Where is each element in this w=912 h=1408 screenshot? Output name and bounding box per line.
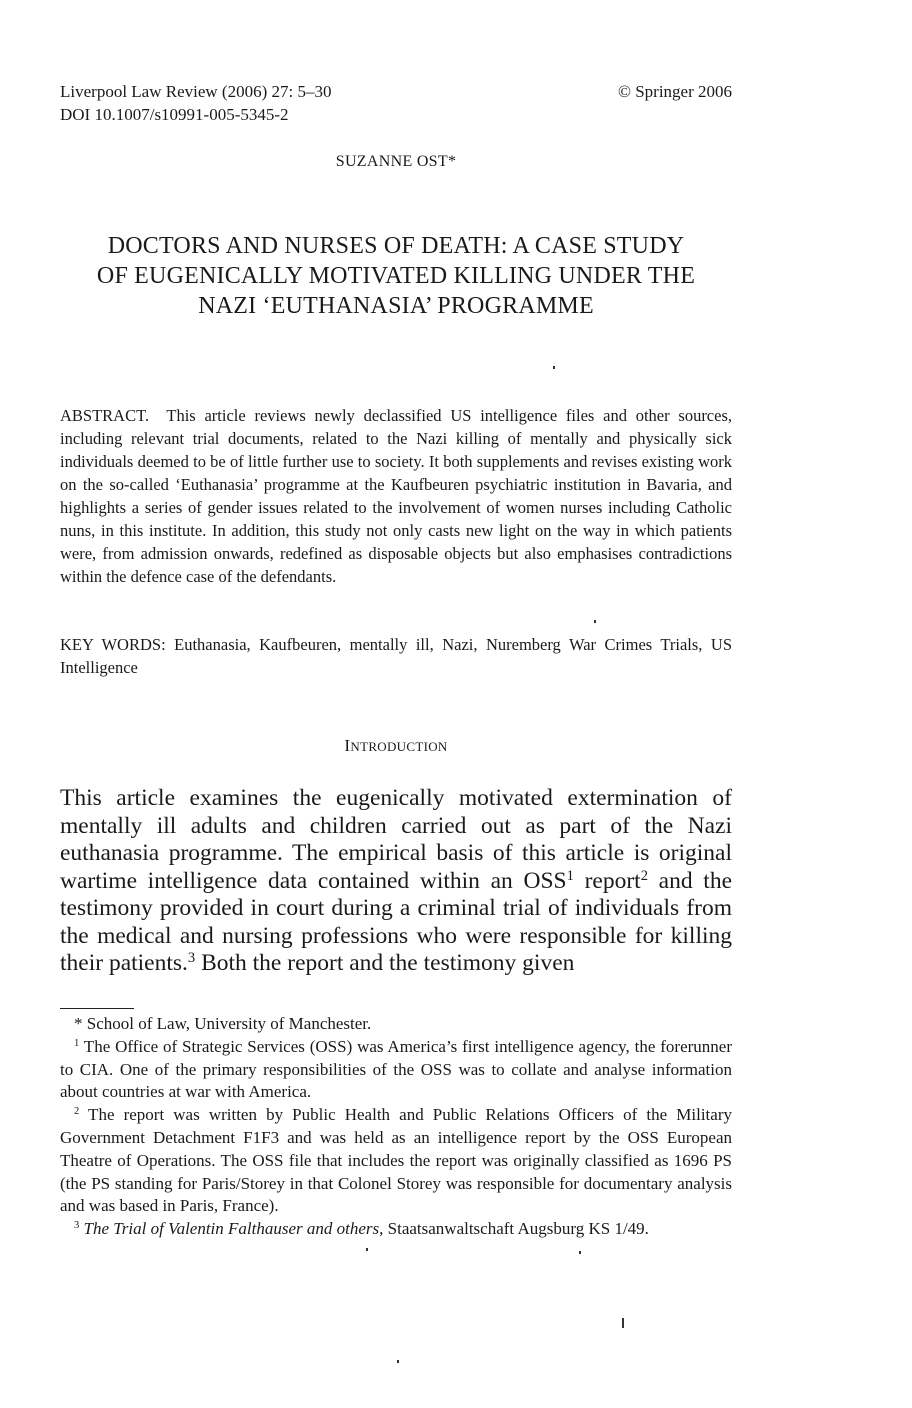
journal-citation [60, 80, 331, 126]
footnote-divider [60, 1008, 134, 1009]
journal-line: Liverpool Law Review (2006) 27: 5–30 [60, 82, 332, 101]
keywords-label: KEY WORDS: [60, 635, 166, 654]
section-heading [0, 736, 792, 756]
footnote-case-title: The Trial of Valentin Falthauser and others, [83, 1219, 384, 1239]
body-paragraph [60, 785, 732, 978]
scan-speck [366, 1248, 368, 1251]
footnote-3 [60, 1218, 732, 1241]
footnote-1 [60, 1036, 732, 1104]
scan-speck [553, 366, 555, 369]
footnote-mark: 1 [74, 1038, 80, 1049]
footnote-text: Staatsanwaltschaft Augsburg KS 1/49. [383, 1219, 649, 1239]
footnote-text: The Office of Strategic Services (OSS) was America’s first intelligence agency, the forerunner to CIA. One of the primary responsibilities of the OSS was to collate and analyse information about countries at war with America. [60, 1036, 732, 1102]
footnote-ref[interactable]: 2 [640, 867, 648, 884]
author-name: SUZANNE OST* [335, 153, 457, 170]
doi-line: DOI 10.1007/s10991-005-5345-2 [60, 105, 289, 124]
scan-speck [594, 620, 596, 623]
footnote-author: * School of Law, University of Manchester. [74, 1014, 372, 1033]
title-line: DOCTORS AND NURSES OF DEATH: A CASE STUDY [107, 233, 685, 259]
body-text: report [573, 867, 641, 894]
scan-speck [397, 1360, 399, 1363]
footnote-mark: 2 [74, 1106, 80, 1118]
copyright-notice: © Springer 2006 [618, 82, 732, 101]
abstract-label: ABSTRACT. [60, 406, 150, 425]
article-title [60, 231, 732, 321]
abstract [60, 404, 732, 588]
keywords-text: Euthanasia, Kaufbeuren, mentally ill, Nazi, Nuremberg War Crimes Trials, US Intelligence [60, 635, 732, 677]
heading-rest: NTRODUCTION [350, 739, 448, 754]
title-line: OF EUGENICALLY MOTIVATED KILLING UNDER THE [96, 263, 696, 289]
keywords [60, 633, 732, 679]
heading-initial: I [344, 736, 351, 755]
footnote-ref[interactable]: 1 [566, 867, 574, 884]
abstract-text: This article reviews newly declassified US intelligence files and other sources, including relevant trial documents, related to the Nazi killing of mentally and physically sick individuals deemed to be of little further use to society. It both supplements and revises existing work on the so-called ‘Euthanasia’ programme at the Kaufbeuren psychiatric institution in Bavaria, and highlights a series of gender issues related to the involvement of women nurses including Catholic nuns, in this institute. In addition, this study not only casts new light on the way in which patients were, from admission onwards, redefined as disposable objects but also emphasises contradictions within the defence case of the defendants. [60, 406, 733, 586]
body-text: Both the report and the testimony given [195, 950, 575, 976]
footnotes [60, 1013, 732, 1241]
scan-speck [579, 1251, 581, 1254]
footnote-ref[interactable]: 3 [187, 950, 196, 966]
body-text: and the testimony provided in court during a criminal trial of individuals from the medical and nursing professions who were responsible for killing their patients. [60, 867, 733, 976]
title-line: NAZI ‘EUTHANASIA’ PROGRAMME [198, 293, 594, 319]
body-text: This article examines the eugenically motivated extermination of mentally ill adults and children carried out as part of the Nazi euthanasia programme. The empirical basis of this article is original wartime intelligence data contained within an OSS [60, 785, 732, 894]
scan-speck [622, 1318, 624, 1328]
footnote-text: The report was written by Public Health and Public Relations Officers of the Military Government Detachment F1F3 and was held as an intelligence report by the OSS European Theatre of Operations. The OSS file that includes the report was originally classified as 1696 PS (the PS standing for Paris/Storey in that Colonel Storey was responsible for documentary analysis and was based in Paris, France). [60, 1105, 732, 1216]
footnote-2 [60, 1104, 732, 1218]
footnote-mark: 3 [74, 1220, 80, 1232]
